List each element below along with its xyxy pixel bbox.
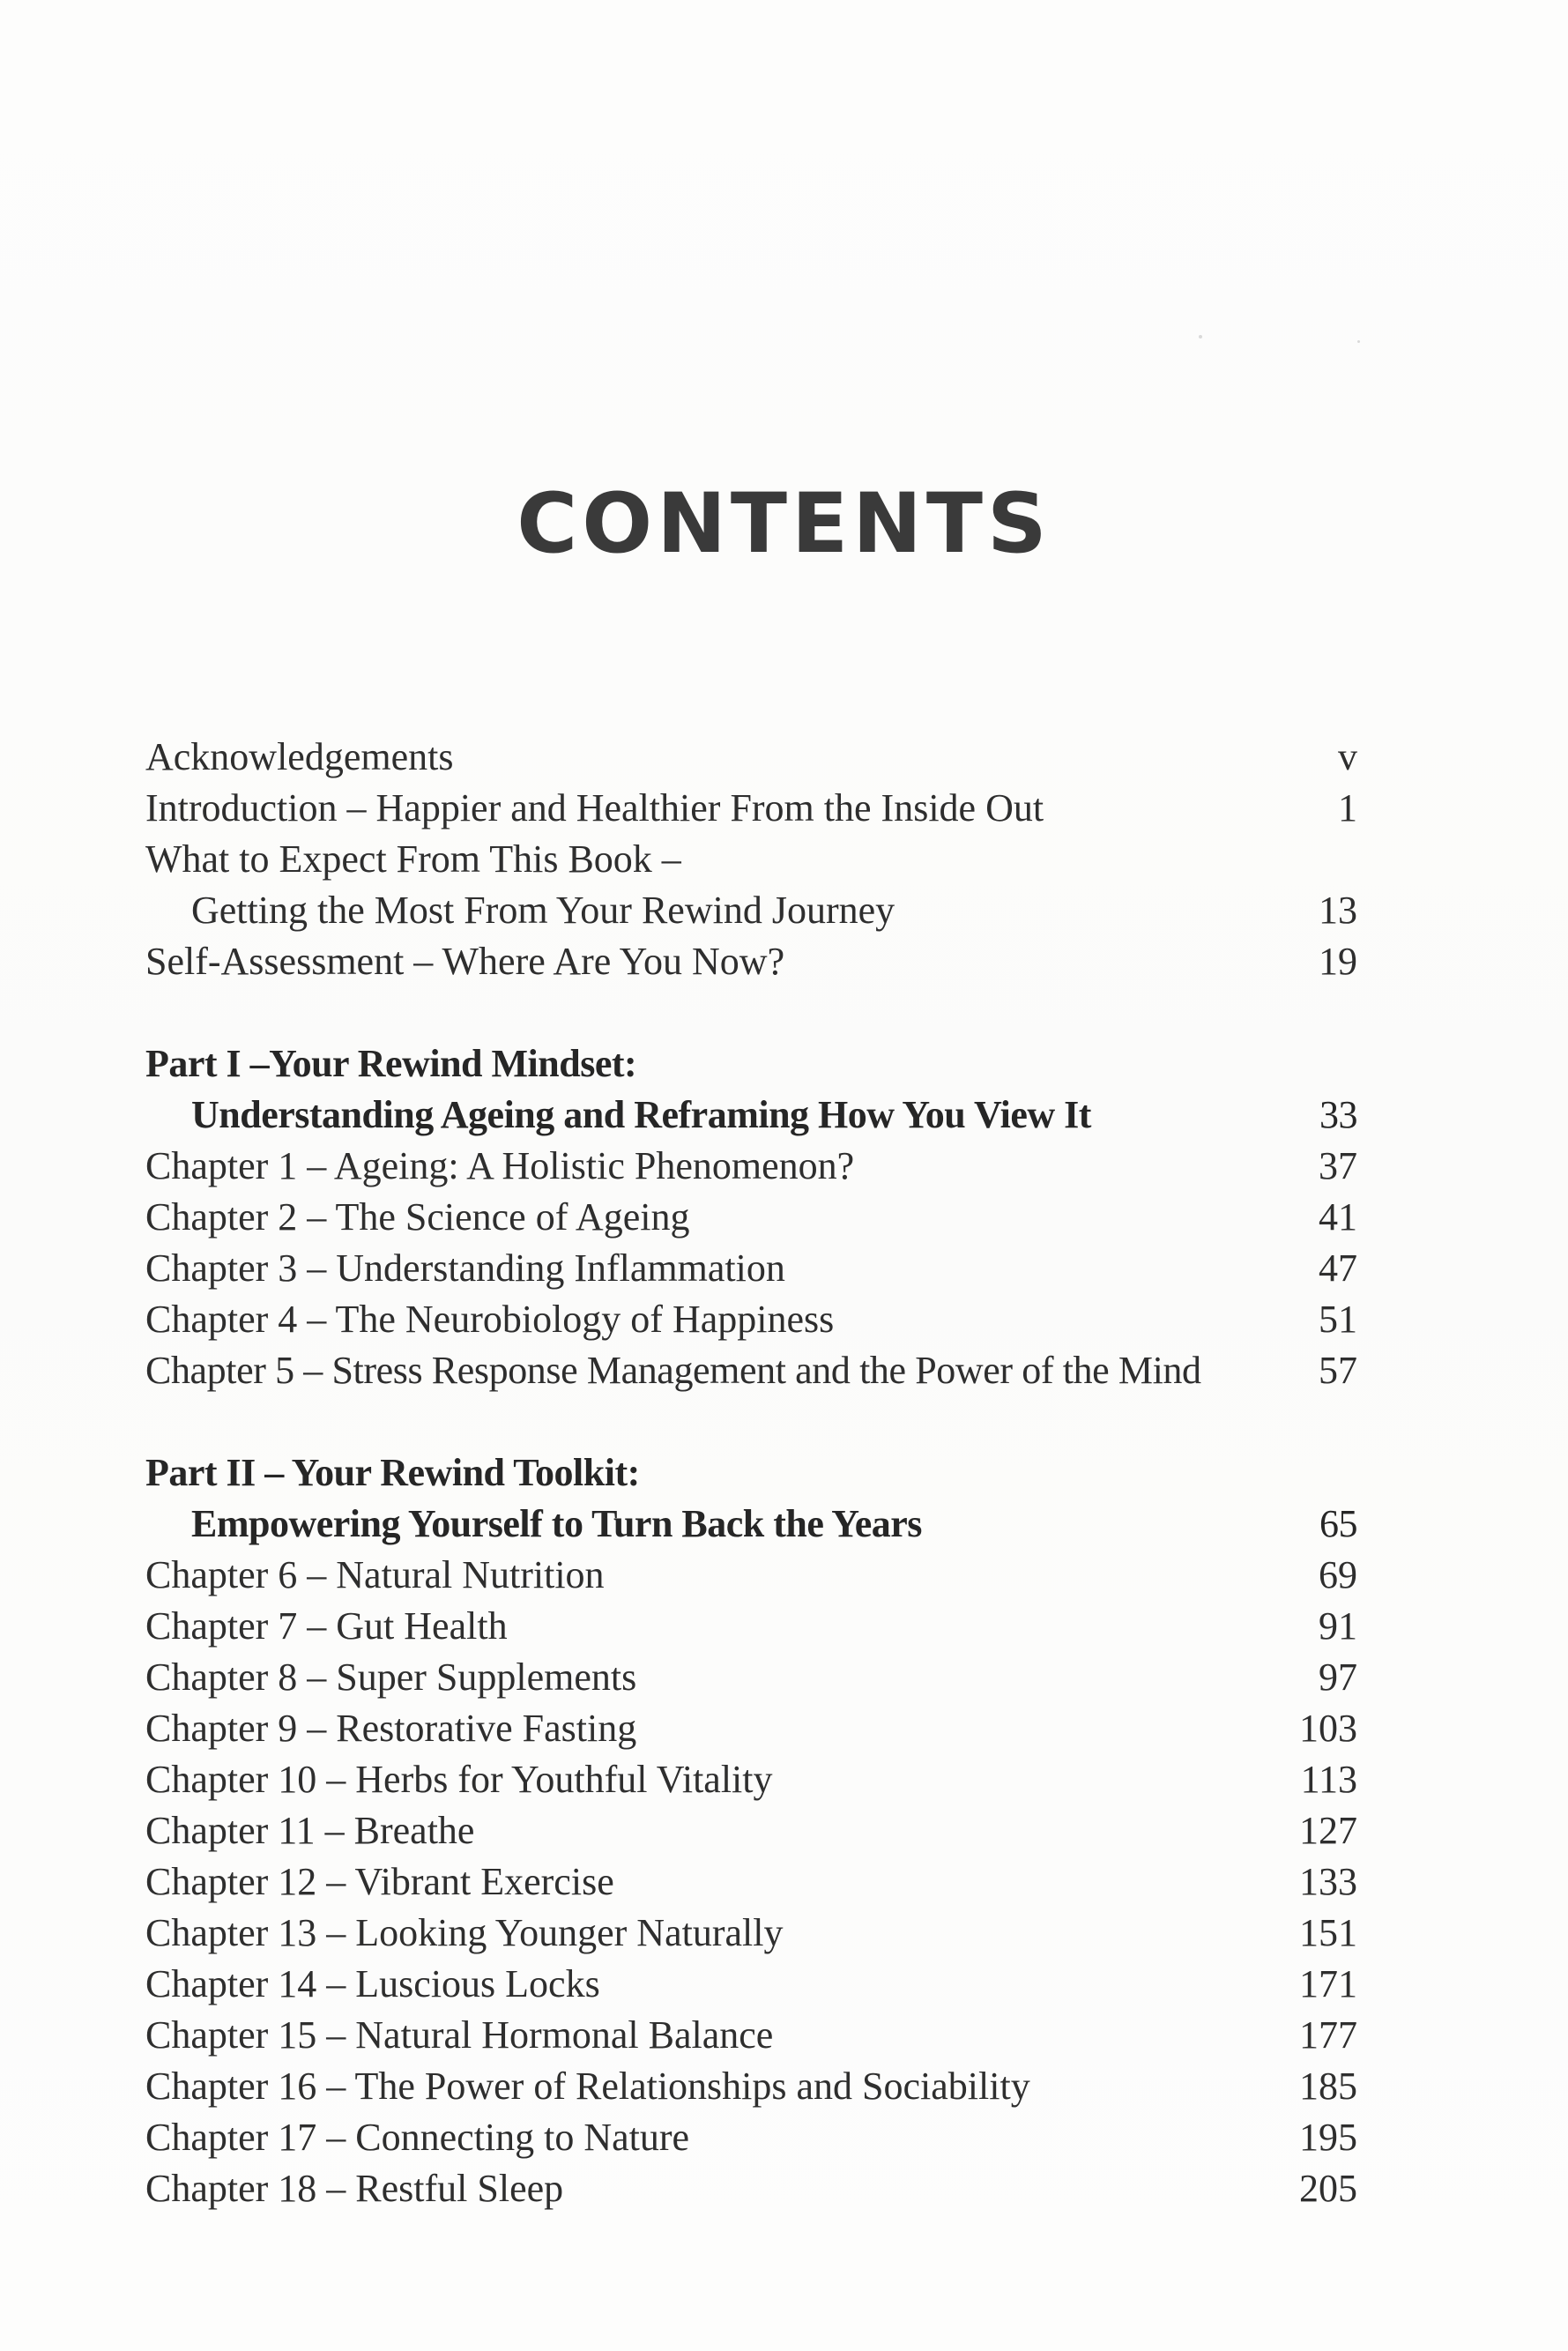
toc-entry-introduction[interactable] bbox=[145, 783, 1357, 834]
toc-entry-chapter-10[interactable] bbox=[145, 1754, 1357, 1805]
section-gap bbox=[145, 1396, 1357, 1447]
toc-entry-label: Getting the Most From Your Rewind Journey bbox=[191, 889, 895, 932]
toc-entry-page: 97 bbox=[1319, 1655, 1357, 1699]
toc-entry-label: Chapter 7 – Gut Health bbox=[145, 1604, 508, 1648]
toc-entry-chapter-17[interactable] bbox=[145, 2112, 1357, 2163]
toc-entry-page: 69 bbox=[1319, 1553, 1357, 1596]
toc-entry-page: 205 bbox=[1299, 2167, 1357, 2210]
part-heading: Part II – Your Rewind Toolkit: bbox=[145, 1451, 640, 1494]
toc-entry-label: Chapter 11 – Breathe bbox=[145, 1809, 475, 1852]
toc-entry-self-assessment[interactable] bbox=[145, 936, 1357, 987]
toc-entry-chapter-3[interactable] bbox=[145, 1243, 1357, 1294]
toc-part-2-subheading[interactable] bbox=[145, 1499, 1357, 1550]
toc-entry-page: 33 bbox=[1319, 1093, 1357, 1136]
toc-entry-label: Chapter 8 – Super Supplements bbox=[145, 1655, 637, 1699]
table-of-contents bbox=[145, 732, 1357, 2214]
toc-entry-chapter-8[interactable] bbox=[145, 1652, 1357, 1703]
toc-entry-label: Chapter 12 – Vibrant Exercise bbox=[145, 1860, 614, 1903]
toc-entry-page: 103 bbox=[1299, 1707, 1357, 1750]
toc-entry-label: Chapter 10 – Herbs for Youthful Vitality bbox=[145, 1758, 773, 1801]
toc-entry-page: 13 bbox=[1319, 889, 1357, 932]
toc-entry-acknowledgements[interactable] bbox=[145, 732, 1357, 783]
toc-entry-chapter-1[interactable] bbox=[145, 1141, 1357, 1192]
toc-entry-label: Chapter 6 – Natural Nutrition bbox=[145, 1553, 605, 1596]
toc-entry-what-to-expect-continued[interactable] bbox=[145, 885, 1357, 936]
toc-entry-chapter-12[interactable] bbox=[145, 1856, 1357, 1908]
toc-entry-what-to-expect[interactable] bbox=[145, 834, 1357, 885]
toc-entry-label: Chapter 15 – Natural Hormonal Balance bbox=[145, 2013, 774, 2057]
toc-entry-label: Chapter 2 – The Science of Ageing bbox=[145, 1195, 690, 1239]
toc-entry-label: Chapter 17 – Connecting to Nature bbox=[145, 2116, 690, 2159]
toc-entry-page: 51 bbox=[1319, 1298, 1357, 1341]
toc-entry-page: 113 bbox=[1300, 1758, 1357, 1801]
toc-entry-label: Chapter 16 – The Power of Relationships and Sociability bbox=[145, 2065, 1030, 2108]
toc-part-1-heading[interactable] bbox=[145, 1038, 1357, 1090]
toc-entry-label: Chapter 9 – Restorative Fasting bbox=[145, 1707, 637, 1750]
toc-entry-chapter-9[interactable] bbox=[145, 1703, 1357, 1754]
toc-entry-chapter-18[interactable] bbox=[145, 2163, 1357, 2214]
toc-entry-page: 65 bbox=[1319, 1502, 1357, 1545]
toc-entry-page: 1 bbox=[1338, 786, 1357, 830]
toc-entry-chapter-2[interactable] bbox=[145, 1192, 1357, 1243]
toc-entry-chapter-15[interactable] bbox=[145, 2010, 1357, 2061]
toc-entry-label: Chapter 13 – Looking Younger Naturally bbox=[145, 1911, 784, 1954]
part-heading: Part I –Your Rewind Mindset: bbox=[145, 1042, 637, 1085]
toc-entry-chapter-14[interactable] bbox=[145, 1959, 1357, 2010]
toc-entry-label: Chapter 1 – Ageing: A Holistic Phenomenon? bbox=[145, 1144, 855, 1187]
toc-entry-chapter-7[interactable] bbox=[145, 1601, 1357, 1652]
toc-part-1-subheading[interactable] bbox=[145, 1090, 1357, 1141]
toc-entry-page: 185 bbox=[1299, 2065, 1357, 2108]
toc-entry-label: Chapter 14 – Luscious Locks bbox=[145, 1962, 600, 2005]
toc-entry-page: 19 bbox=[1319, 940, 1357, 983]
toc-entry-label: Self-Assessment – Where Are You Now? bbox=[145, 940, 785, 983]
toc-entry-chapter-5[interactable] bbox=[145, 1345, 1357, 1396]
toc-entry-chapter-16[interactable] bbox=[145, 2061, 1357, 2112]
part-subheading: Understanding Ageing and Reframing How You View It bbox=[191, 1093, 1091, 1136]
toc-entry-chapter-13[interactable] bbox=[145, 1908, 1357, 1959]
toc-entry-page: 47 bbox=[1319, 1246, 1357, 1290]
toc-entry-page: 91 bbox=[1319, 1604, 1357, 1648]
toc-entry-label: Acknowledgements bbox=[145, 735, 454, 778]
page-title: CONTENTS bbox=[516, 476, 1052, 572]
scan-speck bbox=[1357, 340, 1360, 343]
toc-entry-label: Introduction – Happier and Healthier From the Inside Out bbox=[145, 786, 1044, 830]
toc-entry-chapter-6[interactable] bbox=[145, 1550, 1357, 1601]
toc-entry-page: 37 bbox=[1319, 1144, 1357, 1187]
toc-entry-chapter-4[interactable] bbox=[145, 1294, 1357, 1345]
toc-part-2-heading[interactable] bbox=[145, 1447, 1357, 1499]
part-subheading: Empowering Yourself to Turn Back the Years bbox=[191, 1502, 922, 1545]
toc-entry-page: 177 bbox=[1299, 2013, 1357, 2057]
toc-entry-chapter-11[interactable] bbox=[145, 1805, 1357, 1856]
toc-entry-page: 195 bbox=[1299, 2116, 1357, 2159]
toc-entry-label: Chapter 18 – Restful Sleep bbox=[145, 2167, 564, 2210]
toc-entry-page: 127 bbox=[1299, 1809, 1357, 1852]
toc-entry-page: 171 bbox=[1299, 1962, 1357, 2005]
toc-entry-label: Chapter 4 – The Neurobiology of Happiness bbox=[145, 1298, 835, 1341]
scan-speck bbox=[1199, 335, 1202, 339]
toc-entry-page: 133 bbox=[1299, 1860, 1357, 1903]
toc-entry-label: Chapter 5 – Stress Response Management and the Power of the Mind bbox=[145, 1349, 1201, 1392]
toc-entry-page: 151 bbox=[1299, 1911, 1357, 1954]
toc-entry-label: What to Expect From This Book – bbox=[145, 837, 681, 881]
toc-entry-page: v bbox=[1338, 735, 1357, 778]
toc-entry-label: Chapter 3 – Understanding Inflammation bbox=[145, 1246, 785, 1290]
section-gap bbox=[145, 987, 1357, 1038]
toc-entry-page: 57 bbox=[1319, 1349, 1357, 1392]
toc-entry-page: 41 bbox=[1319, 1195, 1357, 1239]
